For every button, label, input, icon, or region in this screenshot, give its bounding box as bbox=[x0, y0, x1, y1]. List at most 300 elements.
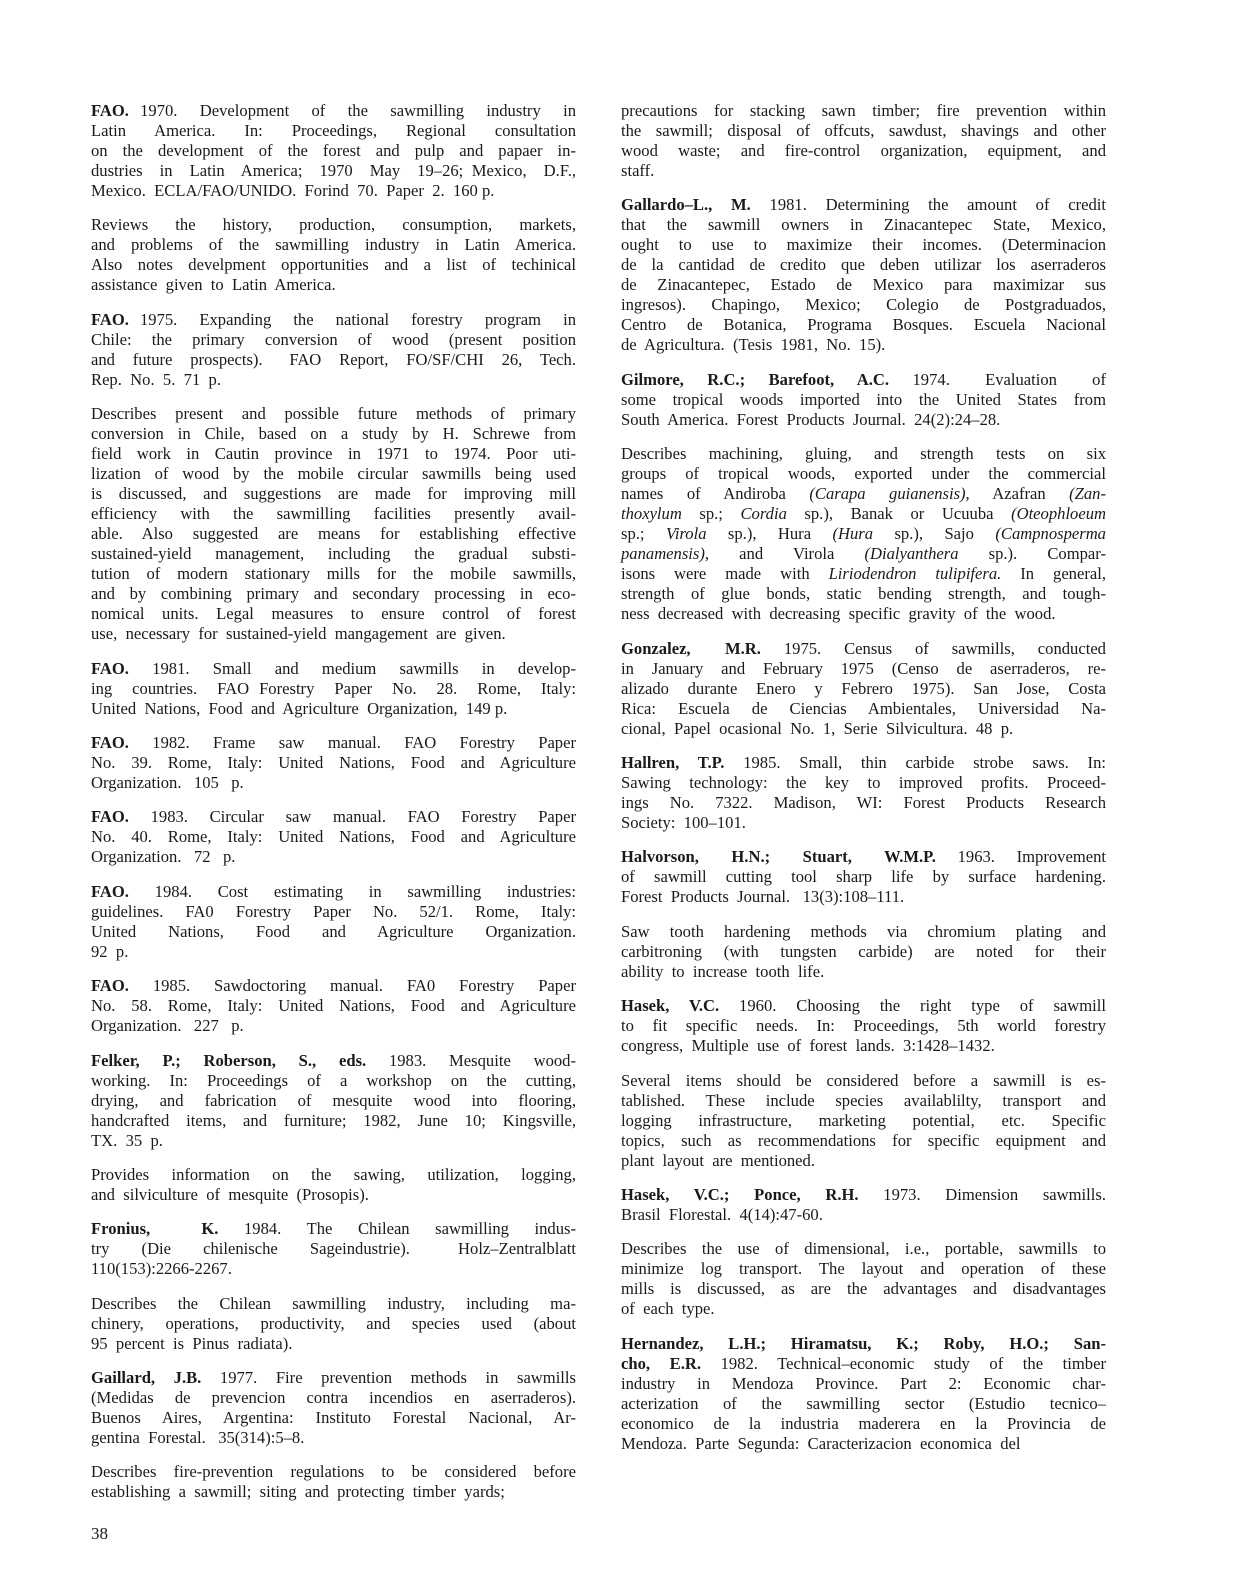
text-line bbox=[91, 310, 576, 330]
text-line bbox=[91, 1071, 576, 1091]
text-run: No. 39. Rome, Italy: United Nations, Food and Agriculture bbox=[91, 752, 576, 772]
text-run: 1975. Census of sawmills, conducted bbox=[760, 638, 1106, 658]
text-run: 1970. Development of the sawmilling industry in bbox=[128, 101, 576, 120]
text-line bbox=[621, 1091, 1106, 1111]
text-line bbox=[91, 1294, 576, 1314]
author-name: FAO. bbox=[91, 881, 129, 901]
bibliography-citation bbox=[91, 882, 576, 962]
text-line bbox=[621, 604, 1106, 624]
text-run: No. 40. Rome, Italy: United Nations, Food and Agriculture bbox=[91, 827, 576, 847]
text-run: Buenos Aires, Argentina: Instituto Forestal Nacional, Ar- bbox=[91, 1408, 576, 1428]
text-line bbox=[621, 275, 1106, 295]
text-line bbox=[91, 699, 576, 719]
species-name: thoxylum bbox=[621, 504, 682, 524]
text-line bbox=[621, 719, 1106, 739]
text-run: isons were made with bbox=[621, 564, 829, 584]
text-line bbox=[621, 1299, 1106, 1319]
text-line bbox=[621, 141, 1106, 161]
bibliography-citation bbox=[621, 996, 1106, 1056]
text-run: Describes fire-prevention regulations to be considered before bbox=[91, 1462, 576, 1482]
text-run: field work in Cautin province in 1971 to 1974. Poor uti- bbox=[91, 444, 576, 464]
text-run: and by combining primary and secondary processing in eco- bbox=[91, 584, 576, 604]
text-line bbox=[91, 1016, 576, 1036]
page-number: 38 bbox=[91, 1524, 108, 1544]
text-line bbox=[621, 295, 1106, 315]
text-run: 95 percent is Pinus radiata). bbox=[91, 1333, 293, 1353]
text-run: TX. 35 p. bbox=[91, 1130, 163, 1150]
bibliography-citation bbox=[621, 847, 1106, 907]
species-name: (Carapa guianensis), bbox=[809, 484, 970, 504]
text-line bbox=[91, 215, 576, 235]
text-line bbox=[621, 1151, 1106, 1171]
text-run: 1981. Determining the amount of credit bbox=[750, 195, 1106, 215]
text-run: of sawmill cutting tool sharp life by surface hardening. bbox=[621, 867, 1106, 887]
text-line bbox=[621, 1205, 1106, 1225]
text-line bbox=[91, 464, 576, 484]
species-name: Cordia bbox=[740, 504, 787, 524]
citation-abstract bbox=[91, 1165, 576, 1205]
text-run: Mendoza. Parte Segunda: Caracterizacion economica del bbox=[621, 1433, 1021, 1453]
text-run: use, necessary for sustained-yield mangagement are given. bbox=[91, 624, 506, 644]
author-name: Gaillard, J.B. bbox=[91, 1368, 202, 1388]
text-run: cional, Papel ocasional No. 1, Serie Silvicultura. 48 p. bbox=[621, 718, 1014, 738]
text-line bbox=[91, 161, 576, 181]
text-run: 1983. Circular saw manual. FAO Forestry Paper bbox=[128, 807, 576, 827]
text-line bbox=[621, 235, 1106, 255]
author-name: Hernandez, L.H.; Hiramatsu, K.; Roby, H.O.; San- bbox=[621, 1333, 1106, 1353]
text-run: Rep. No. 5. 71 p. bbox=[91, 369, 221, 389]
bibliography-citation bbox=[91, 733, 576, 793]
bibliography-citation bbox=[621, 370, 1106, 430]
text-run: United Nations, Food and Agriculture Organization. bbox=[91, 921, 576, 941]
text-line bbox=[91, 424, 576, 444]
text-line bbox=[91, 1131, 576, 1151]
text-run: industry in Mendoza Province. Part 2: Economic char- bbox=[621, 1373, 1106, 1393]
text-line bbox=[91, 659, 576, 679]
text-run: Mexico. ECLA/FAO/UNIDO. Forind 70. Paper 2. 160 p. bbox=[91, 181, 495, 200]
text-line bbox=[91, 902, 576, 922]
text-run: working. In: Proceedings of a workshop on the cutting, bbox=[91, 1070, 576, 1090]
text-run: Organization. 105 p. bbox=[91, 772, 244, 792]
left-column-entries bbox=[91, 101, 576, 1502]
species-name: (Oteophloeum bbox=[1011, 504, 1106, 524]
bibliography-citation bbox=[621, 195, 1106, 355]
text-run: 1984. The Chilean sawmilling indus- bbox=[218, 1219, 576, 1239]
text-line bbox=[621, 1239, 1106, 1259]
author-name: Fronius, K. bbox=[91, 1219, 219, 1239]
text-line bbox=[621, 773, 1106, 793]
text-line bbox=[621, 484, 1106, 504]
text-line bbox=[621, 444, 1106, 464]
text-run: sp.; bbox=[681, 504, 741, 524]
bibliography-citation bbox=[91, 1051, 576, 1151]
text-line bbox=[91, 1239, 576, 1259]
bibliography-citation bbox=[621, 753, 1106, 833]
text-line bbox=[91, 1388, 576, 1408]
text-run: Sawing technology: the key to improved profits. Proceed- bbox=[621, 772, 1106, 792]
citation-abstract bbox=[91, 215, 576, 295]
text-run: wood waste; and fire-control organization, equipment, and bbox=[621, 141, 1106, 160]
text-line bbox=[91, 773, 576, 793]
text-run: staff. bbox=[621, 161, 655, 180]
text-run: 1975. Expanding the national forestry program in bbox=[128, 309, 576, 329]
text-run: Azafran bbox=[969, 484, 1070, 504]
species-name: Virola bbox=[665, 524, 707, 544]
citation-abstract bbox=[621, 1239, 1106, 1319]
bibliography-citation bbox=[621, 1185, 1106, 1225]
text-line bbox=[91, 733, 576, 753]
species-name: (Hura bbox=[832, 524, 874, 544]
text-run: and problems of the sawmilling industry in Latin America. bbox=[91, 235, 576, 255]
text-line bbox=[621, 564, 1106, 584]
text-run: carbitroning (with tungsten carbide) are noted for their bbox=[621, 941, 1106, 961]
text-run: groups of tropical woods, exported under the commercial bbox=[621, 464, 1106, 484]
text-line bbox=[621, 753, 1106, 773]
text-run: sp.), Sajo bbox=[873, 524, 996, 544]
text-run: Saw tooth hardening methods via chromium plating and bbox=[621, 921, 1106, 941]
text-line bbox=[91, 141, 576, 161]
citation-abstract bbox=[621, 444, 1106, 624]
text-line bbox=[621, 1016, 1106, 1036]
citation-abstract bbox=[621, 922, 1106, 982]
author-name: Gilmore, R.C.; Barefoot, A.C. bbox=[621, 369, 890, 389]
text-run: Chile: the primary conversion of wood (present position bbox=[91, 329, 576, 349]
text-run: 1985. Small, thin carbide strobe saws. In: bbox=[724, 752, 1106, 772]
right-column-entries bbox=[621, 101, 1106, 1454]
text-run: efficiency with the sawmilling facilities presently avail- bbox=[91, 504, 576, 524]
text-run: Forest Products Journal. 13(3):108–111. bbox=[621, 887, 905, 907]
author-name: FAO. bbox=[91, 101, 129, 120]
text-line bbox=[621, 699, 1106, 719]
bibliography-citation bbox=[91, 1368, 576, 1448]
text-line bbox=[621, 1374, 1106, 1394]
text-run: South America. Forest Products Journal. 24(2):24–28. bbox=[621, 409, 1001, 429]
text-run: 110(153):2266-2267. bbox=[91, 1259, 232, 1279]
text-run: acterization of the sawmilling sector (Estudio tecnico– bbox=[621, 1393, 1106, 1413]
text-line bbox=[621, 215, 1106, 235]
text-line bbox=[91, 1111, 576, 1131]
text-run: 1977. Fire prevention methods in sawmills bbox=[201, 1368, 576, 1388]
text-run: 1960. Choosing the right type of sawmill bbox=[719, 996, 1106, 1016]
text-line bbox=[91, 1368, 576, 1388]
text-run: some tropical woods imported into the United States from bbox=[621, 389, 1106, 409]
text-run: sp.), Hura bbox=[706, 524, 833, 544]
text-run: nomical units. Legal measures to ensure control of forest bbox=[91, 604, 576, 624]
text-run: 1983. Mesquite wood- bbox=[366, 1050, 576, 1070]
text-run: Brasil Florestal. 4(14):47-60. bbox=[621, 1204, 823, 1224]
text-run: Latin America. In: Proceedings, Regional consultation bbox=[91, 121, 576, 140]
text-run: to fit specific needs. In: Proceedings, 5th world forestry bbox=[621, 1016, 1106, 1036]
text-line bbox=[91, 255, 576, 275]
text-line bbox=[91, 976, 576, 996]
text-line bbox=[621, 584, 1106, 604]
text-run: 1973. Dimension sawmills. bbox=[858, 1184, 1106, 1204]
text-run: and Virola bbox=[709, 544, 865, 564]
text-line bbox=[621, 1259, 1106, 1279]
bibliography-citation bbox=[91, 310, 576, 390]
species-name: (Dialyanthera bbox=[864, 544, 959, 564]
citation-abstract bbox=[621, 1071, 1106, 1171]
text-run: In general, bbox=[1001, 564, 1106, 584]
text-run: conversion in Chile, based on a study by H. Schrewe from bbox=[91, 424, 576, 444]
text-run: mills is discussed, as are the advantages and disadvantages bbox=[621, 1279, 1106, 1299]
text-line bbox=[621, 410, 1106, 430]
text-run: handcrafted items, and furniture; 1982, June 10; Kingsville, bbox=[91, 1110, 576, 1130]
text-line bbox=[91, 350, 576, 370]
text-line bbox=[621, 922, 1106, 942]
species-name: Liriodendron tulipifera. bbox=[828, 564, 1002, 584]
text-line bbox=[91, 1185, 576, 1205]
text-run: congress, Multiple use of forest lands. 3:1428–1432. bbox=[621, 1036, 995, 1056]
text-run: Society: 100–101. bbox=[621, 812, 746, 832]
text-line bbox=[91, 1482, 576, 1502]
left-column bbox=[91, 101, 576, 1544]
text-line bbox=[621, 1414, 1106, 1434]
text-run: de Zinacantepec, Estado de Mexico para maximizar sus bbox=[621, 275, 1106, 295]
text-run: Organization. 227 p. bbox=[91, 1016, 244, 1036]
species-name: panamensis), bbox=[621, 544, 710, 564]
right-column bbox=[621, 101, 1106, 1468]
text-line bbox=[621, 544, 1106, 564]
text-run: in January and February 1975 (Censo de aserraderos, re- bbox=[621, 658, 1106, 678]
text-run: drying, and fabrication of mesquite wood into flooring, bbox=[91, 1090, 576, 1110]
text-run: establishing a sawmill; siting and protecting timber yards; bbox=[91, 1482, 505, 1502]
text-line bbox=[621, 335, 1106, 355]
text-line bbox=[621, 1185, 1106, 1205]
text-line bbox=[91, 1428, 576, 1448]
text-line bbox=[621, 161, 1106, 181]
citation-abstract bbox=[91, 404, 576, 644]
text-run: sp.), Banak or Ucuuba bbox=[786, 504, 1012, 524]
text-line bbox=[91, 753, 576, 773]
text-run: No. 58. Rome, Italy: United Nations, Food and Agriculture bbox=[91, 996, 576, 1016]
text-line bbox=[621, 962, 1106, 982]
text-run: sp.). Compar- bbox=[958, 544, 1106, 564]
text-run: chinery, operations, productivity, and species used (about bbox=[91, 1313, 576, 1333]
text-line bbox=[91, 807, 576, 827]
author-name: Halvorson, H.N.; Stuart, W.M.P. bbox=[621, 847, 936, 867]
text-line bbox=[91, 235, 576, 255]
text-line bbox=[621, 1131, 1106, 1151]
text-line bbox=[91, 484, 576, 504]
text-run: Also notes develpment opportunities and a list of techinical bbox=[91, 255, 576, 275]
text-line bbox=[91, 584, 576, 604]
text-line bbox=[91, 181, 576, 201]
text-run: Describes machining, gluing, and strength tests on six bbox=[621, 444, 1106, 464]
text-line bbox=[91, 1091, 576, 1111]
text-run: dustries in Latin America; 1970 May 19–26; Mexico, D.F., bbox=[91, 161, 576, 180]
text-run: on the development of the forest and pulp and papaer in- bbox=[91, 141, 576, 160]
text-run: tution of modern stationary mills for the mobile sawmills, bbox=[91, 564, 576, 584]
text-line bbox=[91, 121, 576, 141]
text-line bbox=[621, 1434, 1106, 1454]
text-line bbox=[91, 564, 576, 584]
text-line bbox=[91, 1165, 576, 1185]
text-line bbox=[91, 827, 576, 847]
text-run: ings No. 7322. Madison, WI: Forest Products Research bbox=[621, 792, 1106, 812]
text-line bbox=[91, 882, 576, 902]
bibliography-citation bbox=[621, 639, 1106, 739]
text-run: Describes present and possible future methods of primary bbox=[91, 404, 576, 424]
citation-abstract bbox=[621, 101, 1106, 181]
text-run: guidelines. FA0 Forestry Paper No. 52/1. Rome, Italy: bbox=[91, 901, 576, 921]
text-line bbox=[621, 315, 1106, 335]
text-line bbox=[91, 847, 576, 867]
text-line bbox=[91, 942, 576, 962]
text-line bbox=[91, 101, 576, 121]
author-name: FAO. bbox=[91, 976, 129, 996]
text-run: topics, such as recommendations for specific equipment and bbox=[621, 1130, 1106, 1150]
text-line bbox=[621, 1036, 1106, 1056]
text-run: minimize log transport. The layout and operation of these bbox=[621, 1259, 1106, 1279]
text-run: Organization. 72 p. bbox=[91, 847, 236, 867]
text-line bbox=[621, 1354, 1106, 1374]
text-line bbox=[621, 370, 1106, 390]
text-line bbox=[621, 887, 1106, 907]
text-run: Describes the Chilean sawmilling industry, including ma- bbox=[91, 1293, 576, 1313]
text-run: sustained-yield management, including the gradual substi- bbox=[91, 544, 576, 564]
author-name: cho, E.R. bbox=[621, 1353, 701, 1373]
author-name: FAO. bbox=[91, 658, 129, 678]
text-line bbox=[621, 996, 1106, 1016]
text-run: Several items should be considered before a sawmill is es- bbox=[621, 1070, 1106, 1090]
text-line bbox=[91, 1051, 576, 1071]
text-line bbox=[91, 624, 576, 644]
text-line bbox=[621, 1334, 1106, 1354]
bibliography-citation bbox=[91, 976, 576, 1036]
author-name: FAO. bbox=[91, 732, 129, 752]
bibliography-citation bbox=[91, 101, 576, 201]
author-name: Gonzalez, M.R. bbox=[621, 638, 761, 658]
text-run: gentina Forestal. 35(314):5–8. bbox=[91, 1428, 305, 1448]
text-run: assistance given to Latin America. bbox=[91, 275, 336, 295]
bibliography-citation bbox=[91, 807, 576, 867]
text-run: of each type. bbox=[621, 1299, 715, 1319]
author-name: Felker, P.; Roberson, S., eds. bbox=[91, 1050, 367, 1070]
text-line bbox=[621, 813, 1106, 833]
text-run: try (Die chilenische Sageindustrie). Holz–Zentralblatt bbox=[91, 1239, 576, 1259]
text-run: ought to use to maximize their incomes. (Determinacion bbox=[621, 235, 1106, 255]
text-line bbox=[91, 1462, 576, 1482]
text-line bbox=[621, 793, 1106, 813]
text-run: able. Also suggested are means for establishing effective bbox=[91, 524, 576, 544]
text-line bbox=[621, 255, 1106, 275]
bibliography-citation bbox=[91, 1219, 576, 1279]
citation-abstract bbox=[91, 1294, 576, 1354]
text-run: (Medidas de prevencion contra incendios en aserraderos). bbox=[91, 1388, 576, 1408]
text-line bbox=[91, 679, 576, 699]
text-line bbox=[91, 370, 576, 390]
text-line bbox=[91, 404, 576, 424]
text-run: and silviculture of mesquite (Prosopis). bbox=[91, 1184, 369, 1204]
text-run: names of Andiroba bbox=[621, 484, 810, 504]
text-run: 1963. Improvement bbox=[935, 847, 1106, 867]
text-run: the sawmill; disposal of offcuts, sawdust, shavings and other bbox=[621, 121, 1106, 140]
text-line bbox=[621, 867, 1106, 887]
text-line bbox=[91, 1259, 576, 1279]
text-run: 1982. Frame saw manual. FAO Forestry Paper bbox=[128, 732, 576, 752]
text-run: sp.; bbox=[621, 524, 666, 544]
text-line bbox=[91, 1408, 576, 1428]
text-run: 92 p. bbox=[91, 941, 129, 961]
text-line bbox=[621, 639, 1106, 659]
text-run: 1982. Technical–economic study of the timber bbox=[700, 1353, 1106, 1373]
text-line bbox=[621, 504, 1106, 524]
text-line bbox=[91, 544, 576, 564]
text-run: Centro de Botanica, Programa Bosques. Escuela Nacional bbox=[621, 315, 1106, 335]
text-line bbox=[91, 1219, 576, 1239]
text-run: Describes the use of dimensional, i.e., portable, sawmills to bbox=[621, 1239, 1106, 1259]
author-name: FAO. bbox=[91, 309, 129, 329]
text-run: ness decreased with decreasing specific gravity of the wood. bbox=[621, 604, 1056, 624]
text-line bbox=[91, 604, 576, 624]
text-run: Reviews the history, production, consumption, markets, bbox=[91, 215, 576, 235]
text-run: 1984. Cost estimating in sawmilling industries: bbox=[128, 881, 576, 901]
author-name: Hallren, T.P. bbox=[621, 752, 725, 772]
text-run: de Agricultura. (Tesis 1981, No. 15). bbox=[621, 335, 886, 355]
text-line bbox=[621, 1279, 1106, 1299]
text-line bbox=[621, 121, 1106, 141]
text-line bbox=[621, 1394, 1106, 1414]
text-run: ingresos). Chapingo, Mexico; Colegio de Postgraduados, bbox=[621, 295, 1106, 315]
text-line bbox=[91, 524, 576, 544]
author-name: Hasek, V.C. bbox=[621, 996, 720, 1016]
text-run: is discussed, and suggestions are made for improving mill bbox=[91, 484, 576, 504]
text-line bbox=[91, 1314, 576, 1334]
species-name: (Zan- bbox=[1069, 484, 1106, 504]
author-name: Hasek, V.C.; Ponce, R.H. bbox=[621, 1184, 859, 1204]
text-line bbox=[91, 1334, 576, 1354]
text-run: 1974. Evaluation of bbox=[889, 369, 1106, 389]
text-run: strength of glue bonds, static bending strength, and tough- bbox=[621, 584, 1106, 604]
text-line bbox=[621, 1071, 1106, 1091]
text-run: lization of wood by the mobile circular sawmills being used bbox=[91, 464, 576, 484]
text-line bbox=[621, 679, 1106, 699]
text-line bbox=[621, 390, 1106, 410]
text-line bbox=[621, 101, 1106, 121]
text-run: Rica: Escuela de Ciencias Ambientales, Universidad Na- bbox=[621, 698, 1106, 718]
text-run: logging infrastructure, marketing potential, etc. Specific bbox=[621, 1110, 1106, 1130]
text-line bbox=[621, 524, 1106, 544]
text-line bbox=[91, 444, 576, 464]
species-name: (Campnosperma bbox=[995, 524, 1106, 544]
text-run: de la cantidad de credito que deben utilizar los aserraderos bbox=[621, 255, 1106, 275]
bibliography-citation bbox=[621, 1334, 1106, 1454]
text-run: alizado durante Enero y Febrero 1975). San Jose, Costa bbox=[621, 678, 1106, 698]
author-name: Gallardo–L., M. bbox=[621, 195, 751, 215]
text-run: United Nations, Food and Agriculture Organization, 149 p. bbox=[91, 698, 508, 718]
text-run: plant layout are mentioned. bbox=[621, 1150, 815, 1170]
text-run: ing countries. FAO Forestry Paper No. 28. Rome, Italy: bbox=[91, 678, 576, 698]
text-line bbox=[91, 275, 576, 295]
text-line bbox=[621, 1111, 1106, 1131]
citation-abstract bbox=[91, 1462, 576, 1502]
text-run: 1985. Sawdoctoring manual. FA0 Forestry Paper bbox=[128, 976, 576, 996]
text-line bbox=[621, 464, 1106, 484]
text-line bbox=[621, 659, 1106, 679]
text-line bbox=[621, 847, 1106, 867]
text-run: and future prospects). FAO Report, FO/SF/CHI 26, Tech. bbox=[91, 349, 576, 369]
text-run: precautions for stacking sawn timber; fire prevention within bbox=[621, 101, 1106, 120]
text-run: 1981. Small and medium sawmills in develop- bbox=[128, 658, 576, 678]
text-run: economico de la industria maderera en la Provincia de bbox=[621, 1413, 1106, 1433]
text-line bbox=[91, 996, 576, 1016]
text-run: tablished. These include species availablilty, transport and bbox=[621, 1090, 1106, 1110]
bibliography-citation bbox=[91, 659, 576, 719]
text-line bbox=[91, 922, 576, 942]
text-line bbox=[621, 942, 1106, 962]
author-name: FAO. bbox=[91, 807, 129, 827]
